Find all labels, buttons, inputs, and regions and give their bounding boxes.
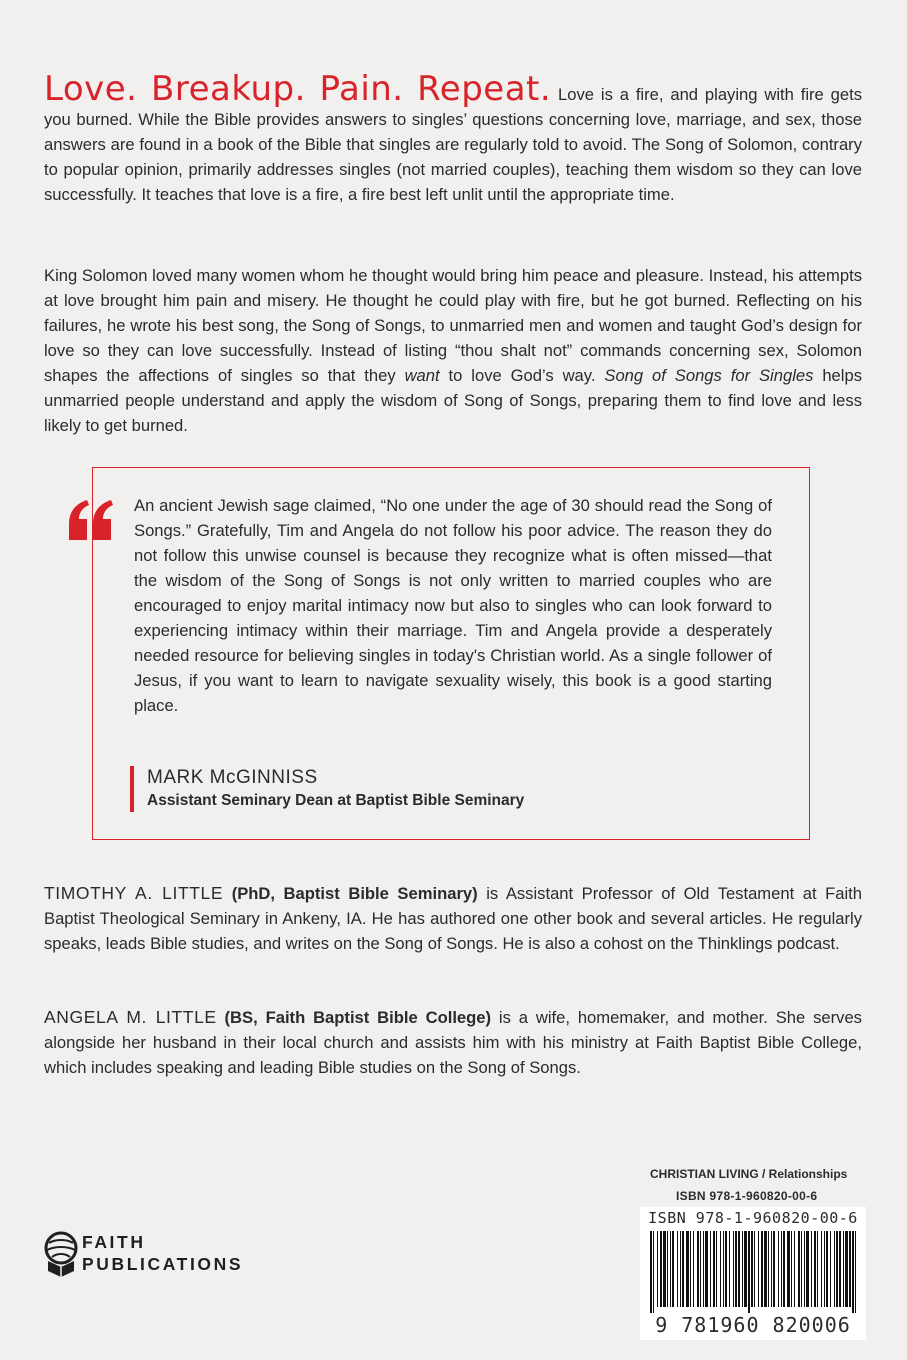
barcode-bar	[811, 1231, 812, 1307]
barcode-bar	[670, 1231, 671, 1307]
description-text-c: helps unmarried people understand and apply the wisdom of Song of Songs, preparing them to find love and less likely to get burned.	[44, 366, 862, 435]
emphasis-want: want	[404, 366, 440, 385]
barcode-bar	[751, 1231, 753, 1307]
author-name: TIMOTHY A. LITTLE	[44, 883, 224, 903]
barcode-bar	[845, 1231, 848, 1307]
barcode-bar	[686, 1231, 689, 1307]
barcode-bar	[783, 1231, 785, 1307]
barcode-bar	[680, 1231, 681, 1307]
barcode-bar	[798, 1231, 800, 1307]
barcode-bar	[697, 1231, 699, 1307]
quote-icon	[67, 500, 115, 542]
barcode-bar	[768, 1231, 769, 1307]
barcode-bar	[787, 1231, 790, 1307]
publisher-name	[82, 1231, 243, 1275]
barcode-bar	[723, 1231, 724, 1307]
barcode-bar	[801, 1231, 802, 1307]
barcode-bar	[716, 1231, 717, 1307]
barcode-bar	[758, 1231, 759, 1307]
barcode-bar	[843, 1231, 844, 1307]
barcode-bar	[710, 1231, 711, 1307]
barcode-bar	[771, 1231, 772, 1307]
barcode-bar	[693, 1231, 694, 1307]
barcode-bar	[824, 1231, 825, 1307]
barcode-bar	[836, 1231, 838, 1307]
barcode-bar	[804, 1231, 805, 1307]
book-title-italic: Song of Songs for Singles	[604, 366, 814, 385]
barcode-bar	[703, 1231, 704, 1307]
barcode-bar	[660, 1231, 662, 1307]
barcode-bar	[738, 1231, 740, 1307]
barcode-bar	[773, 1231, 775, 1307]
barcode-bar	[657, 1231, 658, 1307]
barcode-bar	[682, 1231, 684, 1307]
barcode-bar	[705, 1231, 708, 1307]
barcode-bar	[834, 1231, 835, 1307]
barcode-bar	[826, 1231, 828, 1307]
barcode-bar	[713, 1231, 715, 1307]
author-credentials: (PhD, Baptist Bible Seminary)	[231, 884, 478, 903]
barcode-bar	[821, 1231, 822, 1307]
barcode-isbn-text: ISBN 978-1-960820-00-6	[648, 1209, 858, 1227]
barcode-bar	[830, 1231, 831, 1307]
barcode-bar	[725, 1231, 727, 1307]
barcode-bar	[735, 1231, 737, 1307]
description-text-a: King Solomon loved many women whom he thought would bring him peace and pleasure. Instead, his attempts at love brought him pain and misery. He thought he could play with fire, but he got burned. Reflecting on his failures, he wrote his best song, the Song of Songs, to unmarried men and women and taught God’s design for love so they can love successfully. Instead of listing “thou shalt not” commands concerning sex, Solomon shapes the affections of singles so that they	[44, 266, 862, 385]
barcode-bar	[806, 1231, 809, 1307]
endorsement-attribution	[130, 766, 524, 812]
barcode-bar	[733, 1231, 734, 1307]
barcode-bar	[781, 1231, 782, 1307]
description-paragraph	[44, 263, 862, 438]
barcode-bar	[764, 1231, 767, 1307]
author-bio-timothy	[44, 881, 862, 956]
barcode-bar	[794, 1231, 795, 1307]
barcode-box	[640, 1207, 866, 1340]
barcode-bar	[791, 1231, 792, 1307]
barcode-bar	[852, 1231, 854, 1313]
barcode-bar	[742, 1231, 743, 1307]
author-bio-angela	[44, 1005, 862, 1080]
barcode-digits: 9 781960 820006	[655, 1313, 851, 1337]
barcode-bar	[855, 1231, 856, 1313]
endorsement-text: An ancient Jewish sage claimed, “No one under the age of 30 should read the Song of Songs.” Gratefully, Tim and Angela do not follow his poor advice. The reason they do not follow this unwise counsel is because they recognize what is often missed—that the wisdom of the Song of Songs is not only written to married couples who are encouraged to enjoy marital intimacy now but also to singles who can look forward to experiencing intimacy within their marriage. Tim and Angela provide a desperately needed resource for believing singles in today's Christian world. As a single follower of Jesus, if you want to learn to navigate sexuality wisely, this book is a good starting place.	[134, 496, 772, 715]
headline: Love. Breakup. Pain. Repeat.	[44, 69, 552, 109]
barcode-bar	[700, 1231, 701, 1307]
barcode-bar	[663, 1231, 666, 1307]
globe-bible-icon	[44, 1231, 78, 1277]
publisher-line1: FAITH	[82, 1232, 146, 1252]
endorsement-box	[92, 467, 810, 840]
description-text-b: to love God’s way.	[439, 366, 605, 385]
barcode-bar	[814, 1231, 816, 1307]
barcode-bar	[672, 1231, 674, 1307]
intro-text: Love is a fire, and playing with fire gets you burned. While the Bible provides answers to singles’ questions concerning love, marriage, and sex, those answers are found in a book of the Bible that singles are regularly told to avoid. The Song of Solomon, contrary to popular opinion, primarily addresses singles (not married couples), teaching them wisdom so they can love successfully. It teaches that love is a fire, a fire best left unlit until the appropriate time.	[44, 85, 862, 204]
barcode-bar	[839, 1231, 841, 1307]
barcode-bar	[849, 1231, 851, 1307]
category-label: CHRISTIAN LIVING / Relationships	[650, 1167, 848, 1181]
barcode-bar	[778, 1231, 779, 1307]
author-bio-text: is Assistant Professor of Old Testament at Faith Baptist Theological Seminary in Ankeny, IA. He has authored one other book and several articles. He regularly speaks, leads Bible studies, and writes on the Song of Songs. He is also a cohost on the Thinklings podcast.	[44, 884, 862, 953]
barcode-bar	[744, 1231, 747, 1307]
author-name: ANGELA M. LITTLE	[44, 1007, 217, 1027]
barcode-bar	[761, 1231, 763, 1307]
barcode-bar	[667, 1231, 668, 1307]
endorser-name: MARK McGINNISS	[147, 767, 318, 788]
barcode-icon	[650, 1231, 856, 1313]
publisher-line2: PUBLICATIONS	[82, 1254, 244, 1274]
author-bio-text: is a wife, homemaker, and mother. She serves alongside her husband in their local church and assists him with his ministry at Faith Baptist Bible College, which includes speaking and leading Bible studies on the Song of Songs.	[44, 1008, 862, 1077]
barcode-bar	[754, 1231, 755, 1307]
barcode-bar	[653, 1231, 654, 1313]
barcode-bar	[720, 1231, 721, 1307]
barcode-bar	[677, 1231, 678, 1307]
author-credentials: (BS, Faith Baptist Bible College)	[224, 1008, 492, 1027]
isbn-label: ISBN 978-1-960820-00-6	[676, 1189, 818, 1203]
publisher-logo	[44, 1229, 314, 1281]
endorser-title: Assistant Seminary Dean at Baptist Bible Seminary	[147, 792, 525, 809]
barcode-bar	[817, 1231, 818, 1307]
barcode-bar	[729, 1231, 730, 1307]
barcode-bar	[690, 1231, 691, 1307]
barcode-bar	[748, 1231, 750, 1313]
barcode-bar	[650, 1231, 652, 1313]
intro-paragraph	[44, 69, 862, 207]
